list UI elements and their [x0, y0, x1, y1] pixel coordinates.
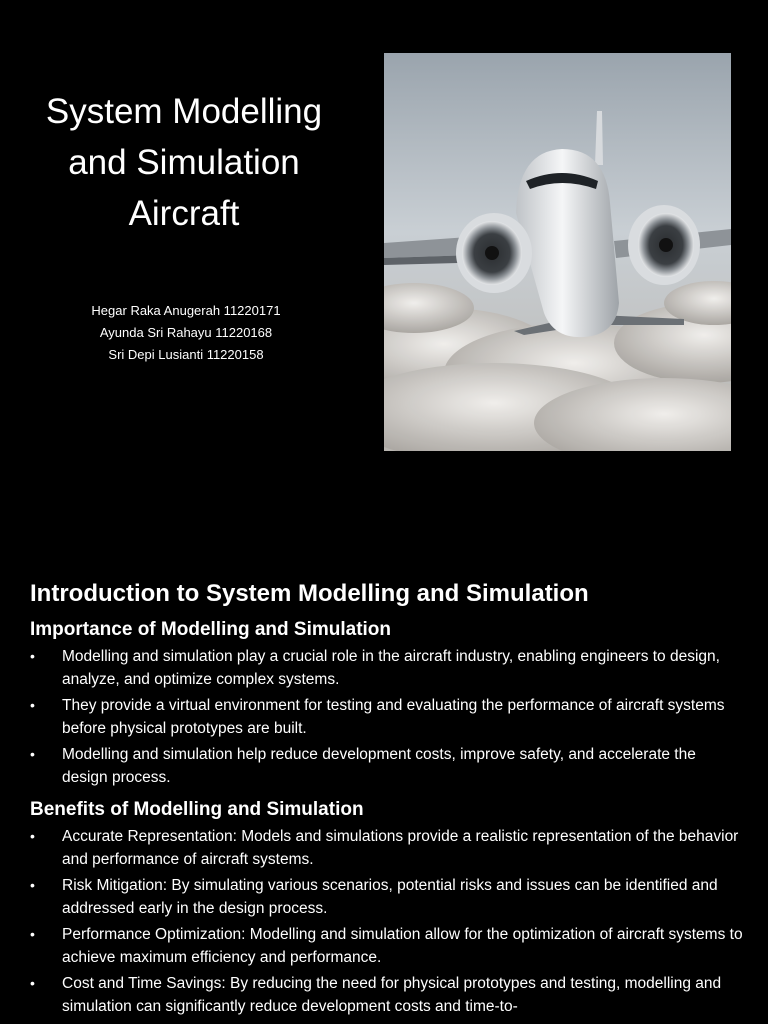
bullet-text: Cost and Time Savings: By reducing the need for physical prototypes and testing, modelling and simulation can significantly reduce development costs and time-to-	[62, 975, 722, 1015]
aircraft-photo	[384, 53, 731, 451]
bullet-text: Risk Mitigation: By simulating various scenarios, potential risks and issues can be identified and addressed early in the design process.	[62, 877, 718, 917]
author-list	[52, 300, 320, 366]
bullet-list	[30, 825, 745, 1018]
bullet-icon: •	[30, 877, 35, 893]
content-slide	[0, 560, 768, 1024]
bullet-list	[30, 645, 745, 789]
author-name: Sri Depi Lusianti 11220158	[108, 347, 264, 362]
list-item	[30, 694, 745, 740]
bullet-icon: •	[30, 926, 35, 942]
title-line: Aircraft	[128, 194, 240, 233]
list-item	[30, 972, 745, 1018]
bullet-icon: •	[30, 697, 35, 713]
list-item	[30, 645, 745, 691]
bullet-icon: •	[30, 975, 35, 991]
list-item	[30, 874, 745, 920]
benefits-section	[30, 797, 745, 1021]
bullet-text: Modelling and simulation play a crucial role in the aircraft industry, enabling engineers to design, analyze, and optimize complex systems.	[62, 648, 720, 688]
list-item	[30, 923, 745, 969]
section-heading: Benefits of Modelling and Simulation	[30, 799, 364, 820]
slide-heading: Introduction to System Modelling and Simulation	[30, 580, 589, 607]
list-item	[30, 743, 745, 789]
presentation-title	[14, 86, 354, 239]
bullet-icon: •	[30, 746, 35, 762]
bullet-text: Performance Optimization: Modelling and simulation allow for the optimization of aircraft systems to achieve maximum efficiency and performance.	[62, 926, 743, 966]
author-name: Hegar Raka Anugerah 11220171	[91, 303, 281, 318]
title-line: and Simulation	[68, 143, 300, 182]
author-name: Ayunda Sri Rahayu 11220168	[99, 325, 273, 340]
bullet-text: Accurate Representation: Models and simulations provide a realistic representation of the behavior and performance of aircraft systems.	[62, 828, 739, 868]
importance-section	[30, 617, 745, 792]
bullet-icon: •	[30, 828, 35, 844]
title-line: System Modelling	[45, 92, 323, 131]
bullet-icon: •	[30, 648, 35, 664]
bullet-text: Modelling and simulation help reduce development costs, improve safety, and accelerate the design process.	[62, 746, 696, 786]
list-item	[30, 825, 745, 871]
section-heading: Importance of Modelling and Simulation	[30, 619, 392, 640]
bullet-text: They provide a virtual environment for testing and evaluating the performance of aircraft systems before physical prototypes are built.	[62, 697, 725, 737]
